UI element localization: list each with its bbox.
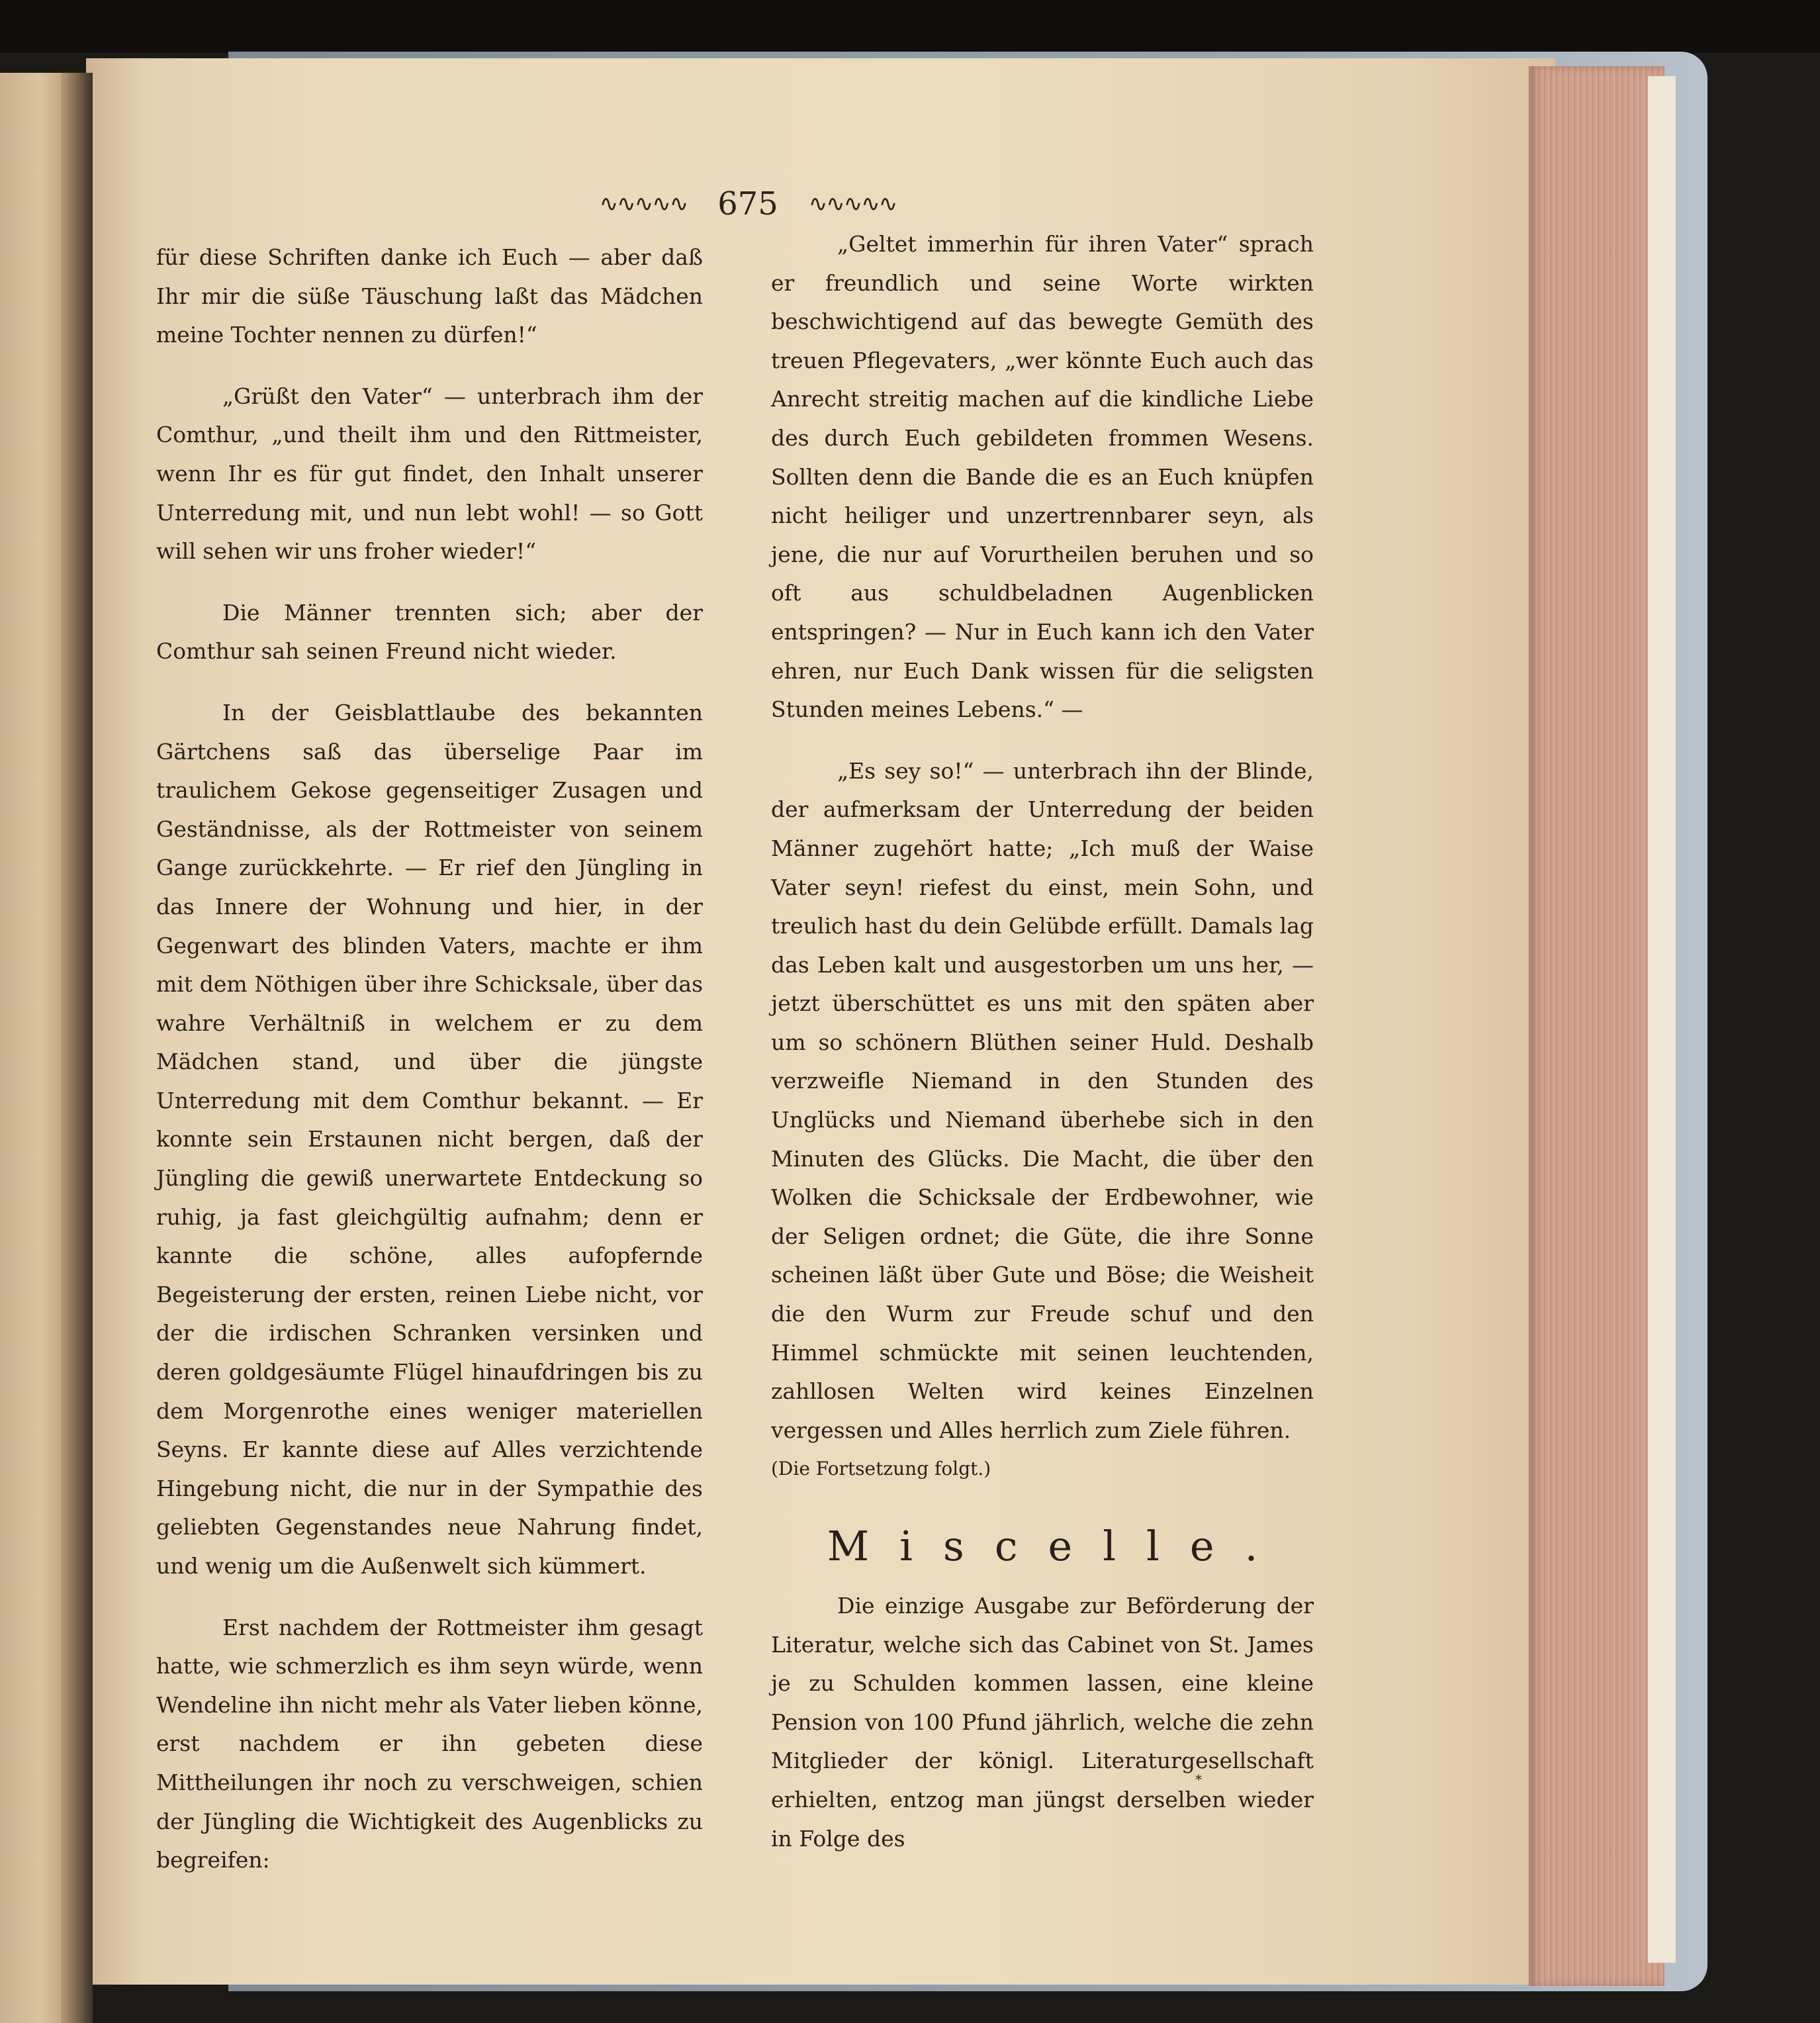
paragraph: Erst nachdem der Rottmeister ihm gesagt hatte, wie schmerzlich es ihm seyn würde, wenn Wendeline ihn nicht mehr als Vater lieben könne, erst nachdem er ihn gebeten diese Mittheilungen ihr noch zu verschweigen, schien der Jüngling die Wichtigkeit des Augenblicks zu begreifen: xyxy=(156,1614,703,1873)
paragraph: Die einzige Ausgabe zur Beförderung der Literatur, welche sich das Cabinet von St. James je zu Schulden kommen lassen, eine kleine Pension von 100 Pfund jährlich, welche die zehn Mitglieder der königl. Literaturgesellschaft erhielten, entzog man jüngst derselben wieder in Folge des xyxy=(771,1593,1314,1852)
paragraph: „Geltet immerhin für ihren Vater“ sprach er freundlich und seine Worte wirkten beschwichtigend auf das bewegte Gemüth des treuen Pflegevaters, „wer könnte Euch auch das Anrecht streitig machen auf die kindliche Liebe des durch Euch gebildeten frommen Wesens. Sollten denn die Bande die es an Euch knüpfen nicht heiliger und unzertrennbarer seyn, als jene, die nur auf Vorurtheilen beruhen und so oft aus schuldbeladnen Augenblicken entspringen? — Nur in Euch kann ich den Vater ehren, nur Euch Dank wissen für die seligsten Stunden meines Lebens.“ — xyxy=(771,231,1314,723)
paragraph: für diese Schriften danke ich Euch — aber daß Ihr mir die süße Täuschung laßt das Mädchen meine Tochter nennen zu dürfen!“ xyxy=(156,244,703,348)
page-number: 675 xyxy=(717,185,778,222)
continuation-note: (Die Fortsetzung folgt.) xyxy=(771,1458,991,1480)
ornament-right: ∿∿∿∿∿ xyxy=(808,191,897,217)
section-heading: Miscelle. xyxy=(827,1522,1289,1570)
left-text-column xyxy=(156,238,703,1880)
paragraph: „Es sey so!“ — unterbrach ihn der Blinde, der aufmerksam der Unterredung der beiden Männer zugehört hatte; „Ich muß der Waise Vater seyn! riefest du einst, mein Sohn, und treulich hast du dein Gelübde erfüllt. Damals lag das Leben kalt und ausgestorben um uns her, — jetzt überschüttet es uns mit den späten aber um so schönern Blüthen seiner Huld. Deshalb verzweifle Niemand in den Stunden des Unglücks und Niemand überhebe sich in den Minuten des Glücks. Die Macht, die über den Wolken die Schicksale der Erdbewohner, wie der Seligen ordnet; die Güte, die ihre Sonne scheinen läßt über Gute und Böse; die Weisheit die den Wurm zur Freude schuf und den Himmel schmückte mit seinen leuchtenden, zahllosen Welten wird keines Einzelnen vergessen und Alles herrlich zum Ziele führen. xyxy=(771,757,1314,1443)
paragraph: In der Geisblattlaube des bekannten Gärtchens saß das überselige Paar im traulichem Gekose gegenseitiger Zusagen und Geständnisse, als der Rottmeister von seinem Gange zurückkehrte. — Er rief den Jüngling in das Innere der Wohnung und hier, in der Gegenwart des blinden Vaters, machte er ihm mit dem Nöthigen über ihre Schicksale, über das wahre Verhältniß in welchem er zu dem Mädchen stand, und über die jüngste Unterredung mit dem Comthur bekannt. — Er konnte sein Erstaunen nicht bergen, daß der Jüngling die gewiß unerwartete Entdeckung so ruhig, ja fast gleichgültig aufnahm; denn er kannte die schöne, alles aufopfernde Begeisterung der ersten, reinen Liebe nicht, vor der die irdischen Schranken versinken und deren goldgesäumte Flügel hinaufdringen bis zu dem Morgenrothe eines weniger materiellen Seyns. Er kannte diese auf Alles verzichtende Hingebung nicht, die nur in der Sympathie des geliebten Gegenstandes neue Nahrung findet, und wenig um die Außenwelt sich kümmert. xyxy=(156,699,703,1579)
paragraph: „Grüßt den Vater“ — unterbrach ihm der Comthur, „und theilt ihm und den Rittmeister, wenn Ihr es für gut findet, den Inhalt unserer Unterredung mit, und nun lebt wohl! — so Gott will sehen wir uns froher wieder!“ xyxy=(156,383,703,565)
right-text-column xyxy=(771,225,1314,1858)
ornament-left: ∿∿∿∿∿ xyxy=(599,191,688,217)
page-header xyxy=(582,181,913,227)
paragraph: Die Männer trennten sich; aber der Comthur sah seinen Freund nicht wieder. xyxy=(156,599,703,665)
signature-mark: * xyxy=(1195,1771,1202,1787)
